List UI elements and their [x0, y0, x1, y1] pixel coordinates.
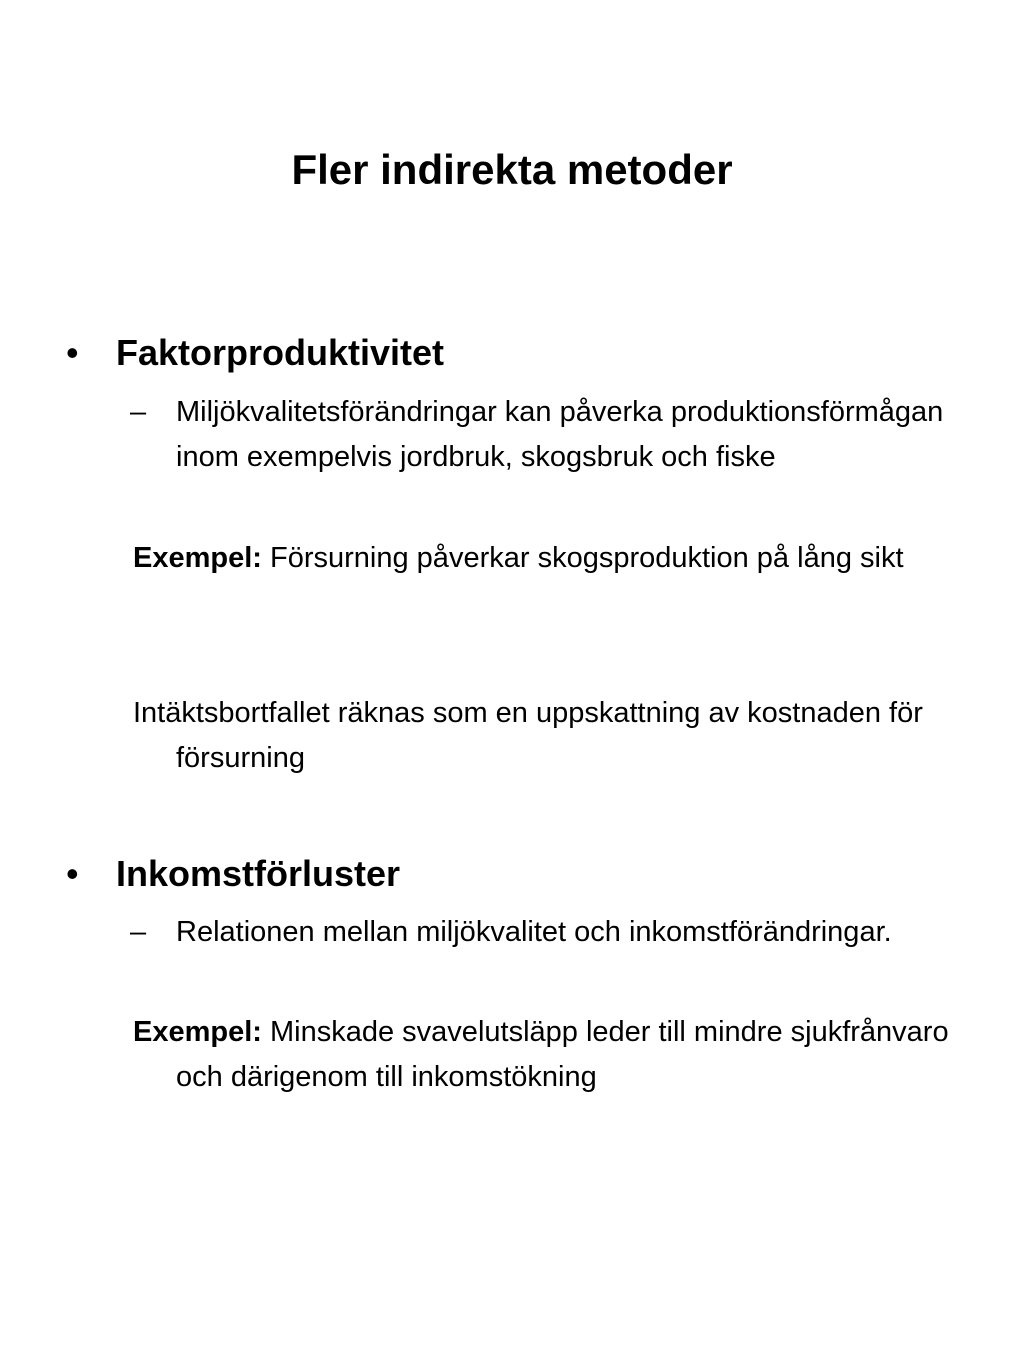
slide-title: Fler indirekta metoder — [291, 146, 733, 193]
bullet-dot-icon: • — [66, 853, 79, 894]
subpoint-inkomstforluster — [130, 910, 950, 955]
subpoint-text: Relationen mellan miljökvalitet och inkomstförändringar. — [176, 916, 892, 948]
dash-icon: – — [130, 396, 147, 428]
bullet-heading: Inkomstförluster — [116, 853, 401, 894]
dash-icon: – — [130, 916, 147, 948]
note-text: Intäktsbortfallet räknas som en uppskattning av kostnaden för försurning — [133, 697, 923, 774]
example-label: Exempel: — [133, 542, 262, 574]
bullet-heading: Faktorproduktivitet — [116, 332, 445, 373]
example-faktorproduktivitet — [133, 536, 953, 581]
example-text: Försurning påverkar skogsproduktion på lång sikt — [261, 542, 904, 574]
example-label: Exempel: — [133, 1016, 262, 1048]
example-inkomstforluster — [133, 1010, 953, 1100]
bullet-dot-icon: • — [66, 332, 79, 373]
note-intaktsbortfall — [133, 691, 953, 781]
example-text: Minskade svavelutsläpp leder till mindre sjukfrånvaro och därigenom till inkomstökning — [176, 1016, 949, 1093]
subpoint-text: Miljökvalitetsförändringar kan påverka produktionsförmågan inom exempelvis jordbruk, skogsbruk och fiske — [176, 396, 944, 473]
subpoint-faktorproduktivitet — [130, 390, 950, 480]
